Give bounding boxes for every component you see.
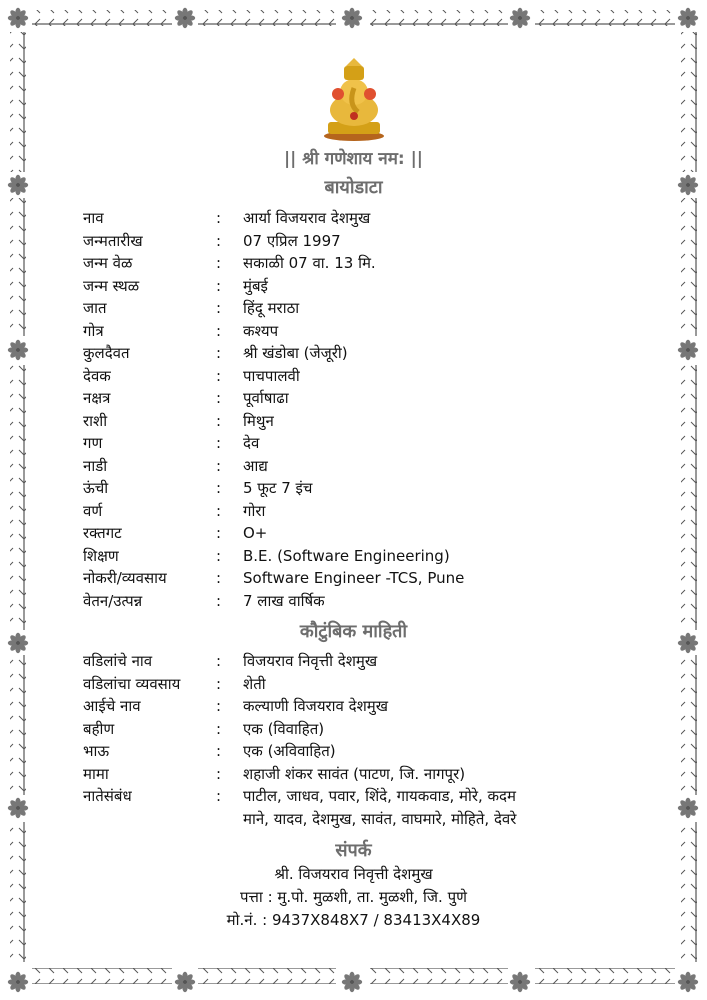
detail-separator: : — [216, 389, 222, 407]
family-value: शेती — [243, 674, 266, 693]
detail-label: नाव — [83, 209, 104, 227]
detail-label: ऊंची — [83, 479, 109, 497]
detail-separator: : — [216, 321, 222, 340]
detail-value: B.E. (Software Engineering) — [243, 546, 450, 565]
biodata-title: बायोडाटा — [324, 177, 383, 198]
detail-separator: : — [216, 344, 222, 362]
family-separator: : — [216, 742, 222, 760]
contact-address: पत्ता : मु.पो. मुळशी, ता. मुळशी, जि. पुणे — [240, 888, 467, 906]
detail-separator: : — [216, 546, 222, 565]
family-separator: : — [216, 719, 222, 738]
detail-separator: : — [216, 434, 222, 452]
detail-label: राशी — [83, 411, 108, 430]
detail-label: गण — [83, 434, 103, 452]
family-separator: : — [216, 764, 222, 783]
detail-value: श्री खंडोबा (जेजूरी) — [243, 344, 348, 362]
detail-value: पाचपालवी — [243, 366, 300, 385]
family-value: पाटील, जाधव, पवार, शिंदे, गायकवाड, मोरे, कदम — [243, 787, 516, 805]
detail-separator: : — [216, 299, 222, 317]
ganesh-idol-icon — [318, 58, 390, 142]
detail-value: देव — [243, 434, 260, 452]
detail-label: शिक्षण — [83, 546, 119, 565]
detail-label: जात — [83, 299, 107, 317]
detail-separator: : — [216, 276, 222, 295]
detail-label: रक्तगट — [83, 524, 122, 542]
detail-value: आर्या विजयराव देशमुख — [243, 209, 371, 227]
detail-value: आद्य — [243, 456, 268, 475]
family-heading: कौटुंबिक माहिती — [299, 621, 408, 642]
family-value-continuation: माने, यादव, देशमुख, सावंत, वाघमारे, मोहिते, देवरे — [243, 809, 517, 828]
detail-value: गोरा — [243, 501, 266, 520]
detail-label: नोकरी/व्यवसाय — [83, 569, 167, 587]
family-separator: : — [216, 652, 222, 670]
detail-label: जन्मतारीख — [83, 231, 143, 250]
detail-label: गोत्र — [83, 321, 104, 340]
family-value: शहाजी शंकर सावंत (पाटण, जि. नागपूर) — [243, 764, 466, 783]
detail-separator: : — [216, 366, 222, 385]
detail-separator: : — [216, 456, 222, 475]
family-value: एक (विवाहित) — [243, 719, 325, 738]
detail-separator: : — [216, 479, 222, 497]
detail-separator: : — [216, 231, 222, 250]
detail-value: Software Engineer -TCS, Pune — [243, 569, 465, 587]
family-separator: : — [216, 697, 222, 715]
detail-value: 5 फूट 7 इंच — [243, 479, 313, 497]
detail-label: जन्म वेळ — [83, 254, 133, 272]
family-label: भाऊ — [83, 742, 110, 760]
family-label: नातेसंबंध — [83, 787, 132, 805]
detail-label: वर्ण — [83, 501, 103, 520]
detail-separator: : — [216, 209, 222, 227]
detail-value: कश्यप — [243, 321, 279, 340]
detail-separator: : — [216, 591, 222, 610]
contact-heading: संपर्क — [335, 840, 372, 861]
detail-value: मिथुन — [243, 411, 274, 430]
detail-value: पूर्वाषाढा — [243, 389, 289, 407]
invocation-heading: || श्री गणेशाय नम: || — [283, 149, 424, 169]
family-value: एक (अविवाहित) — [243, 742, 336, 760]
detail-label: वेतन/उत्पन्न — [83, 591, 143, 610]
detail-separator: : — [216, 524, 222, 542]
detail-value: O+ — [243, 524, 268, 542]
detail-separator: : — [216, 501, 222, 520]
contact-phone: मो.नं. : 9437X848X7 / 83413X4X89 — [226, 911, 481, 929]
family-separator: : — [216, 787, 222, 805]
family-label: मामा — [83, 764, 109, 783]
detail-separator: : — [216, 569, 222, 587]
family-label: आईचे नाव — [83, 697, 141, 715]
family-label: वडिलांचे नाव — [83, 652, 153, 670]
family-value: कल्याणी विजयराव देशमुख — [243, 697, 389, 715]
family-label: वडिलांचा व्यवसाय — [83, 674, 181, 693]
detail-separator: : — [216, 411, 222, 430]
family-label: बहीण — [83, 719, 115, 738]
detail-label: जन्म स्थळ — [83, 276, 140, 295]
detail-value: मुंबई — [243, 276, 268, 295]
detail-value: सकाळी 07 वा. 13 मि. — [243, 254, 376, 272]
detail-separator: : — [216, 254, 222, 272]
detail-label: देवक — [83, 366, 111, 385]
contact-name: श्री. विजयराव निवृत्ती देशमुख — [274, 865, 433, 883]
detail-value: 07 एप्रिल 1997 — [243, 231, 341, 250]
detail-label: कुलदैवत — [83, 344, 130, 362]
detail-label: नाडी — [83, 456, 108, 475]
family-separator: : — [216, 674, 222, 693]
family-value: विजयराव निवृत्ती देशमुख — [243, 652, 378, 670]
detail-value: 7 लाख वार्षिक — [243, 591, 325, 610]
detail-label: नक्षत्र — [83, 389, 111, 407]
detail-value: हिंदू मराठा — [243, 299, 300, 317]
